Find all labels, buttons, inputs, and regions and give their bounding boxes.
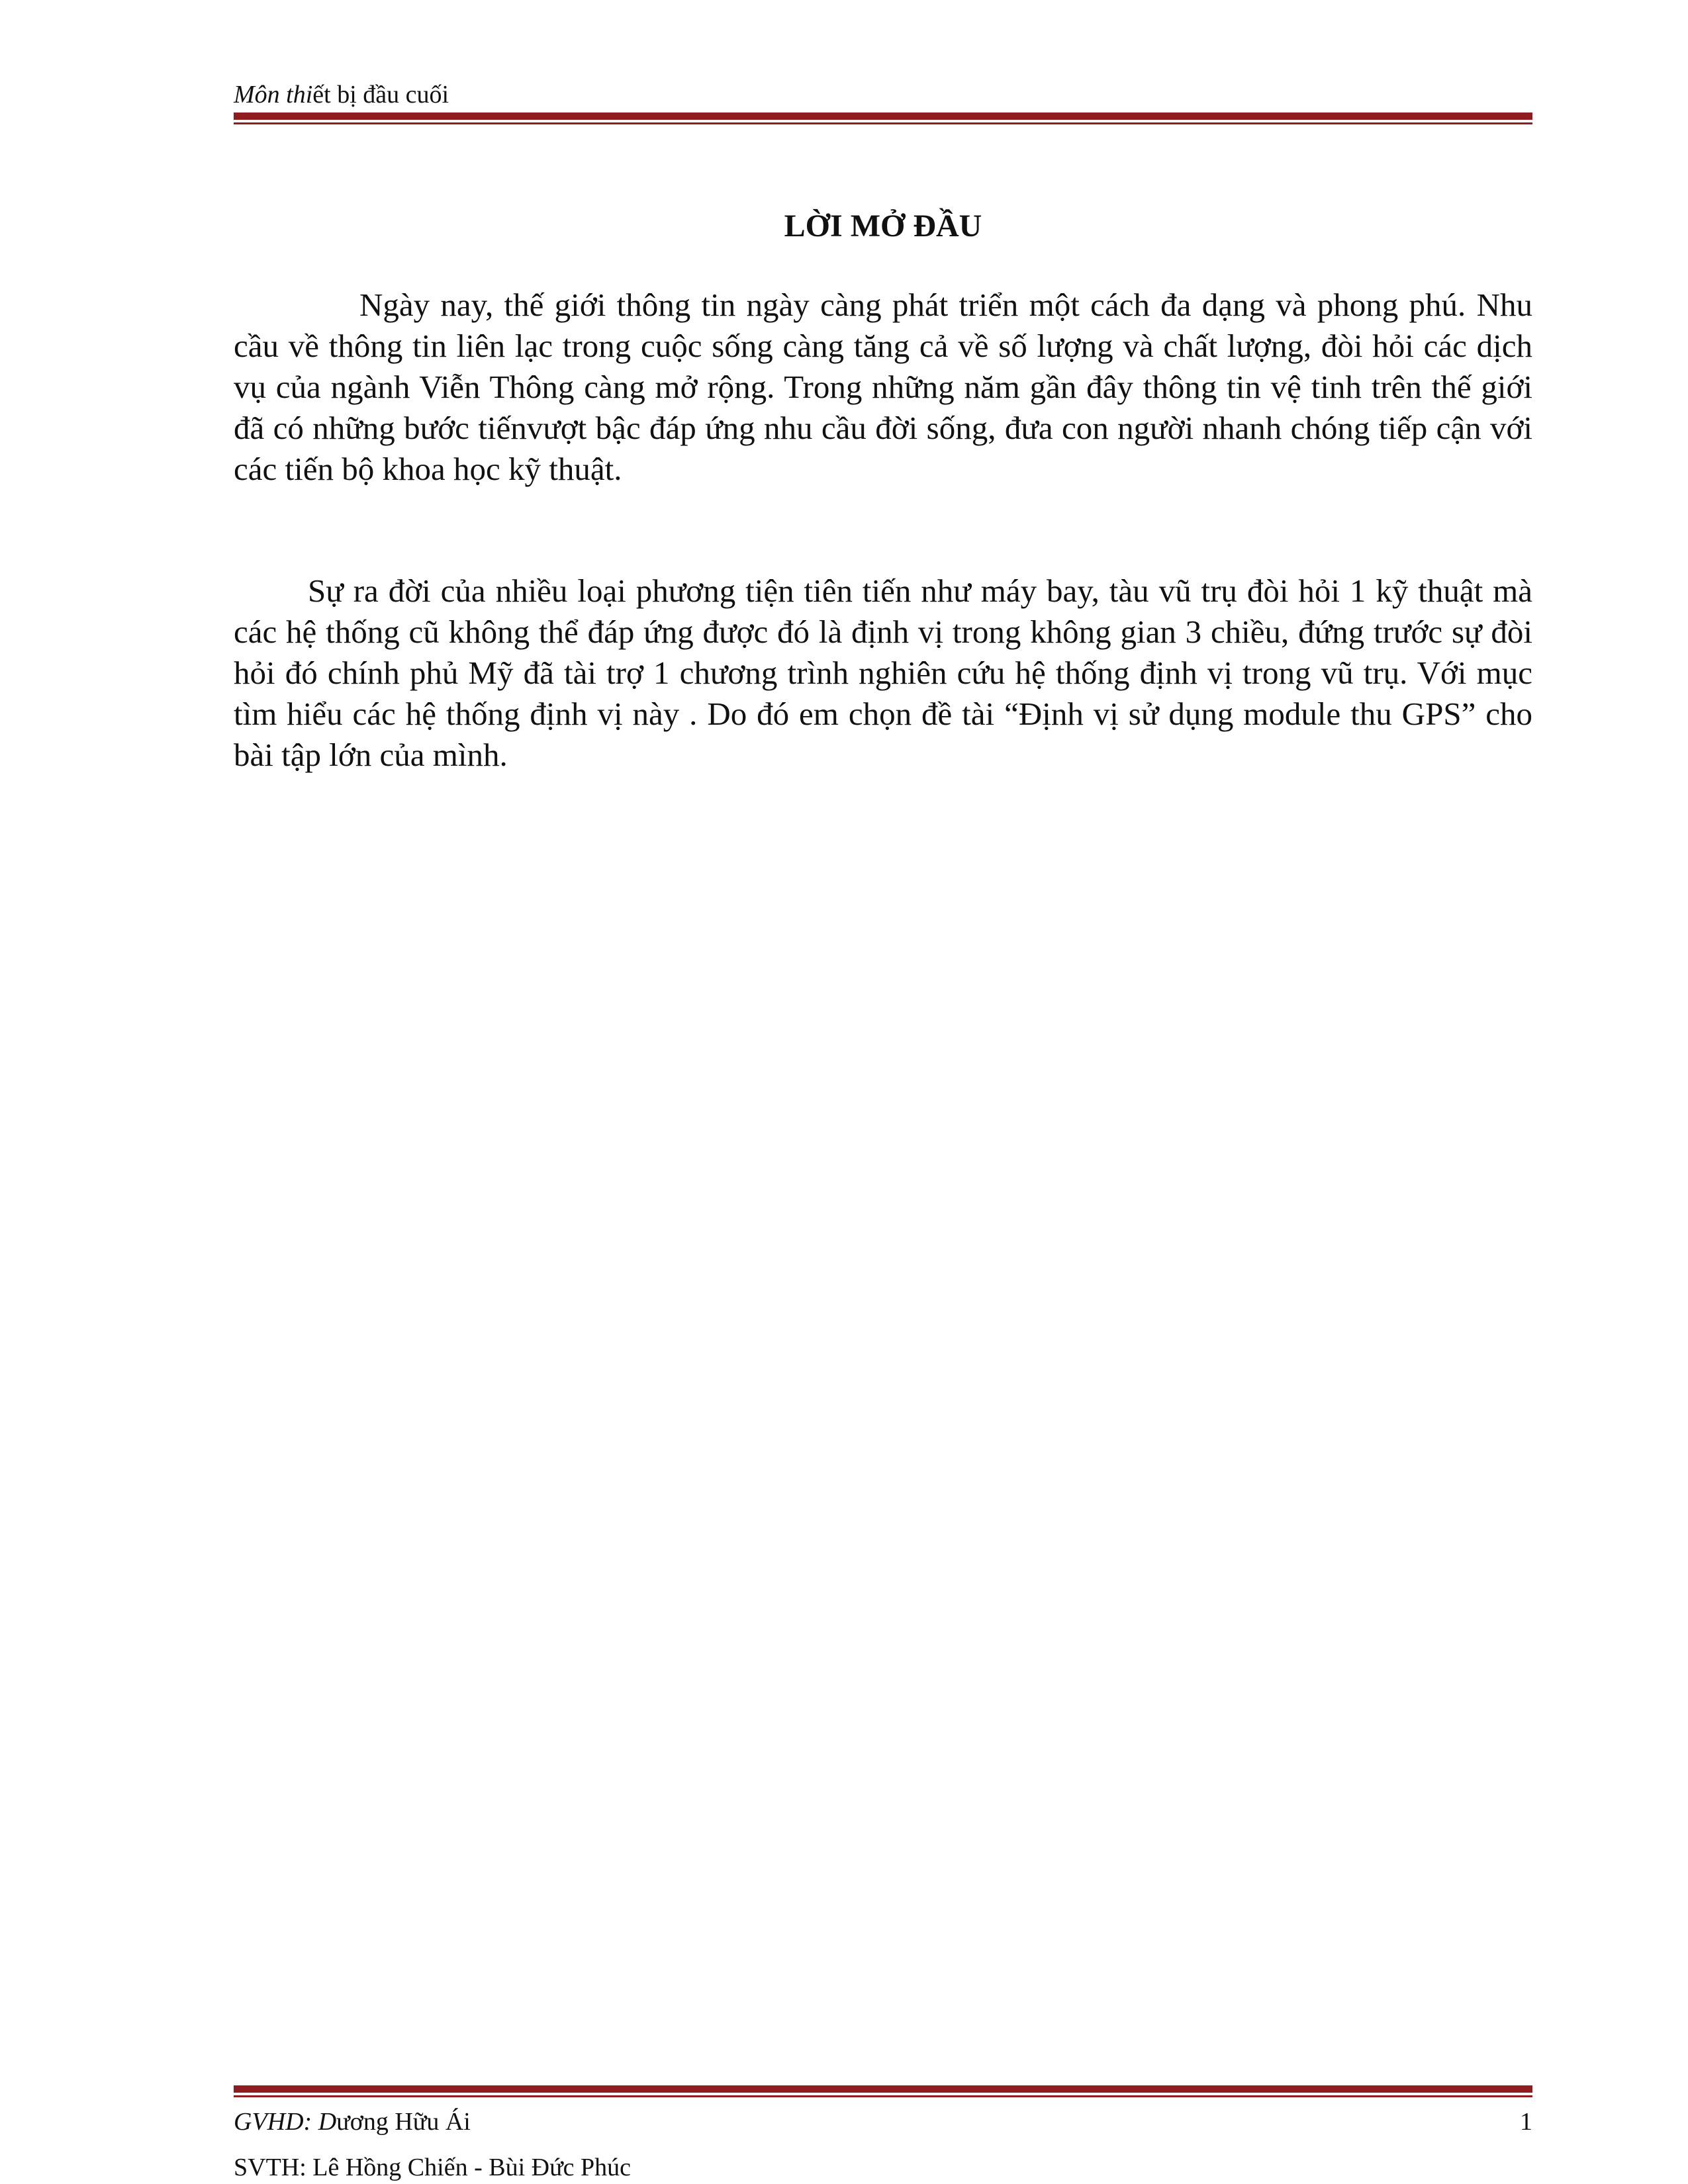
footer-rule	[234, 2085, 1532, 2097]
header-rule	[234, 113, 1532, 124]
header-rule-thin	[234, 122, 1532, 124]
footer-rule-thick	[234, 2085, 1532, 2093]
footer-rule-thin	[234, 2095, 1532, 2097]
footer-students: SVTH: Lê Hồng Chiến - Bùi Đức Phúc	[234, 2154, 632, 2181]
header-rule-thick	[234, 113, 1532, 120]
footer-advisor-label: GVHD: D	[234, 2108, 337, 2136]
page-number: 1	[1520, 2108, 1532, 2136]
footer-advisor-name: ương Hữu Ái	[336, 2108, 471, 2136]
page-header	[234, 78, 449, 111]
paragraph-intro: Ngày nay, thế giới thông tin ngày càng phát triển một cách đa dạng và phong phú. Nhu cầu về thông tin liên lạc trong cuộc sống càng tăng cả về số lượng và chất lượng, đòi hỏi các dịch vụ của ngành Viễn Thông càng mở rộng. Trong những năm gần đây thông tin vệ tinh trên thế giới đã có những bước tiếnvượt bậc đáp ứng nhu cầu đời sống, đưa con người nhanh chóng tiếp cận với các tiến bộ khoa học kỹ thuật.	[234, 287, 1532, 487]
header-subject-prefix: Môn thi	[234, 81, 313, 109]
paragraph-topic: Sự ra đời của nhiều loại phương tiện tiên tiến như máy bay, tàu vũ trụ đòi hỏi 1 kỹ thuật mà các hệ thống cũ không thể đáp ứng được đó là định vị trong không gian 3 chiều, đứng trước sự đòi hỏi đó chính phủ Mỹ đã tài trợ 1 chương trình nghiên cứu hệ thống định vị trong vũ trụ. Với mục tìm hiểu các hệ thống định vị này . Do đó em chọn đề tài “Định vị sử dụng module thu GPS” cho bài tập lớn của mình.	[234, 572, 1532, 773]
footer-advisor	[234, 2105, 471, 2138]
header-subject-rest: ết bị đầu cuối	[312, 81, 449, 109]
document-title: LỜI MỞ ĐẦU	[784, 208, 982, 244]
